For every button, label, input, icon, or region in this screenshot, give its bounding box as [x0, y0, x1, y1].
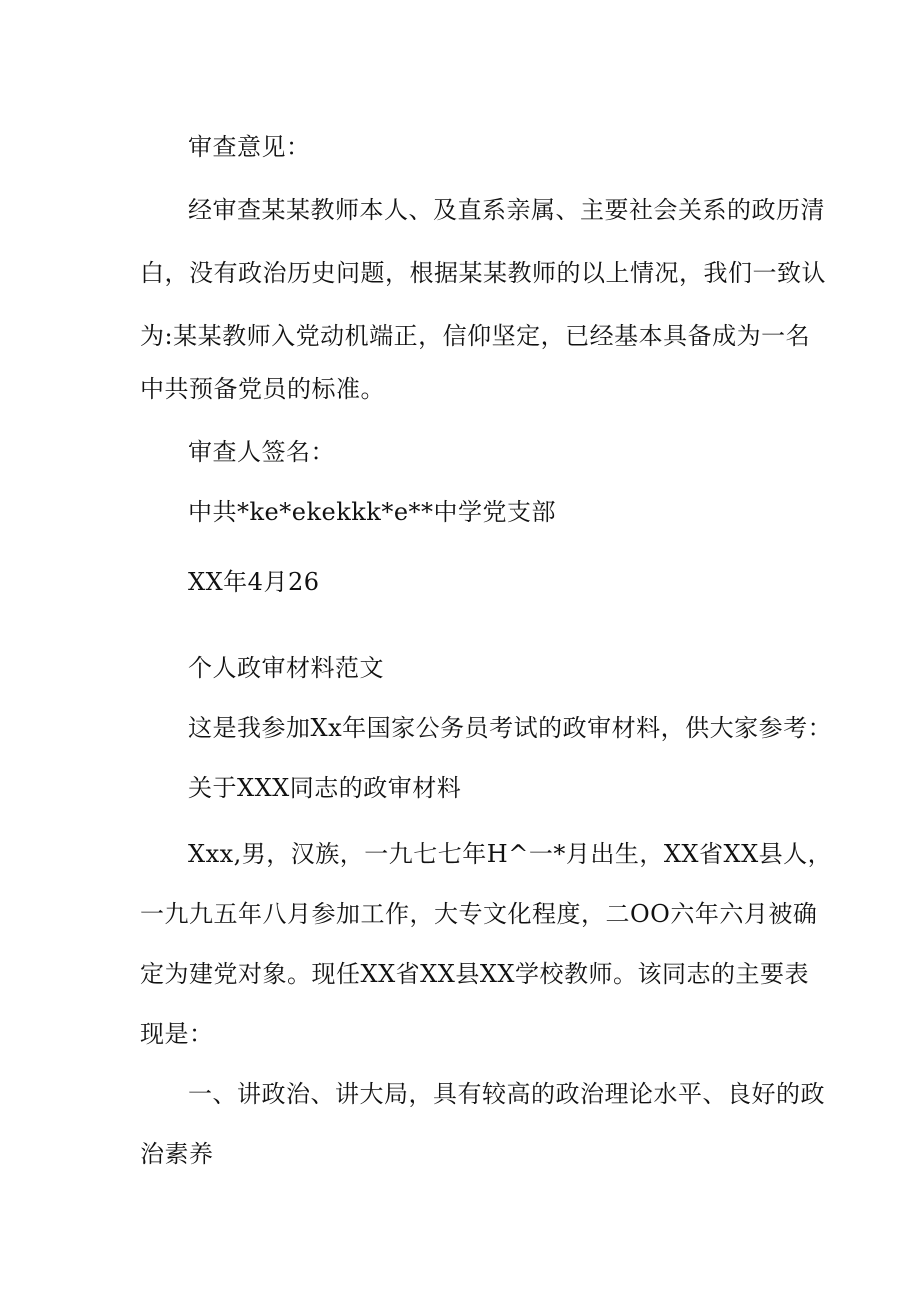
review-paragraph-line: 白，没有政治历史问题，根据某某教师的以上情况，我们一致认 [140, 259, 826, 287]
review-paragraph-line: 中共预备党员的标准。 [140, 375, 385, 403]
review-paragraph-line: 经审查某某教师本人、及直系亲属、主要社会关系的政历清 [188, 196, 825, 224]
intro-line: 这是我参加Xx年国家公务员考试的政审材料，供大家参考： [188, 714, 833, 742]
point-one-line: 一、讲政治、讲大局，具有较高的政治理论水平、良好的政 [188, 1080, 825, 1108]
reviewer-signature-label: 审查人签名： [188, 438, 335, 466]
bio-paragraph-line: 一九九五年八月参加工作，大专文化程度，二OO六年六月被确 [140, 900, 818, 928]
bio-paragraph-line: 现是： [140, 1020, 214, 1048]
review-date: XX年4月26 [188, 568, 320, 596]
bio-paragraph-line: 定为建党对象。现任XX省XX县XX学校教师。该同志的主要表 [140, 960, 810, 988]
section-title: 个人政审材料范文 [188, 654, 384, 682]
bio-paragraph-line: Xxx,男，汉族，一九七七年H^一*月出生，XX省XX县人， [188, 840, 833, 868]
review-paragraph-line: 为:某某教师入党动机端正，信仰坚定，已经基本具备成为一名 [140, 322, 811, 350]
subject-title: 关于XXX同志的政审材料 [188, 774, 462, 802]
review-opinion-heading: 审查意见： [188, 133, 311, 161]
party-branch-name: 中共*ke*ekekkk*e**中学党支部 [188, 498, 557, 526]
point-one-line: 治素养 [140, 1140, 214, 1168]
